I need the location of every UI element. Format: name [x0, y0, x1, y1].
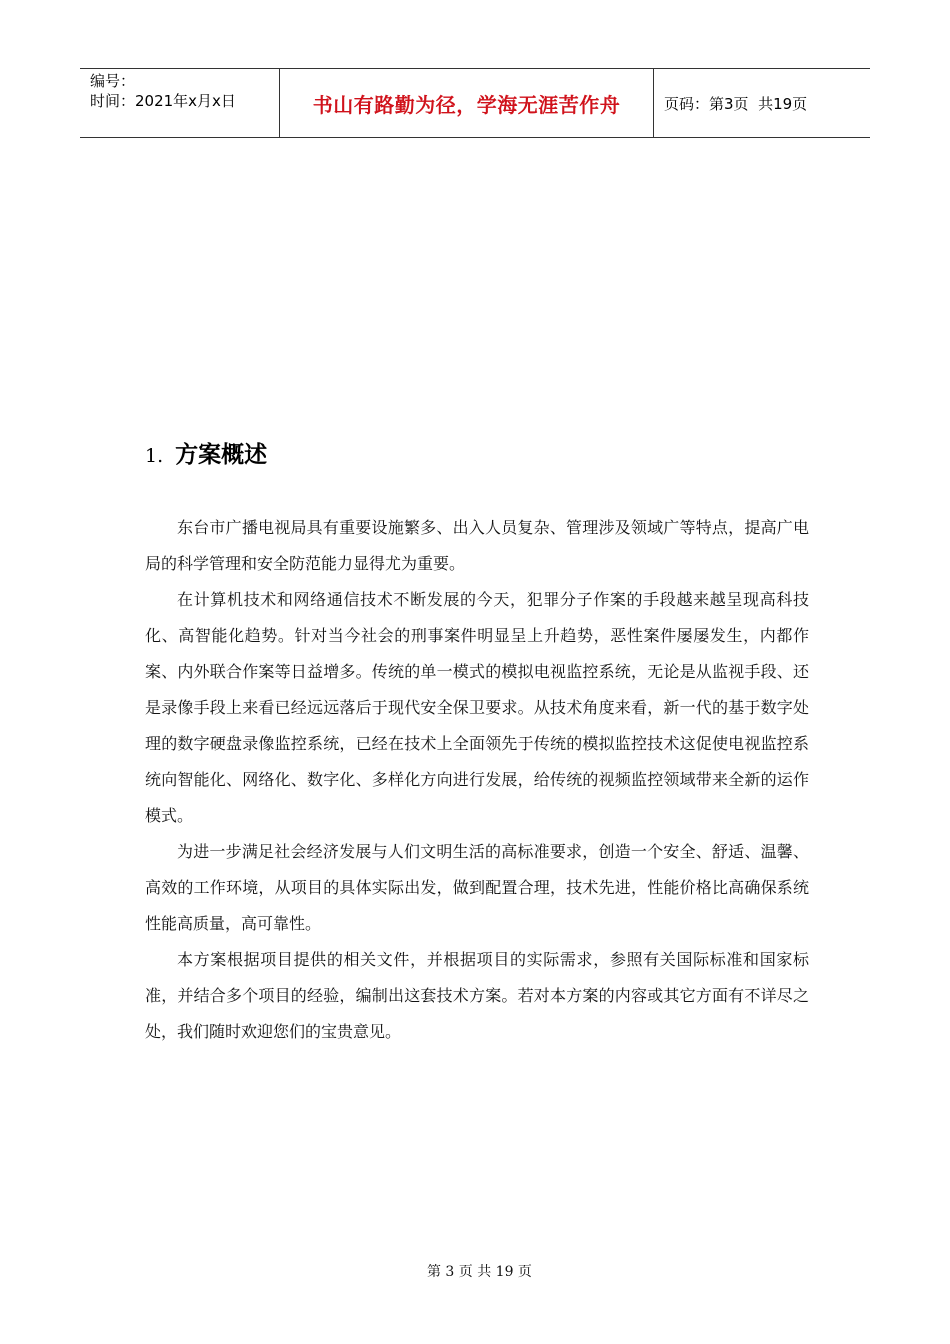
header-page-info: [654, 69, 870, 137]
section-heading: [145, 436, 267, 469]
motto-text: 书山有路勤为径，学海无涯苦作舟: [312, 92, 621, 117]
header-motto: [280, 69, 654, 137]
paragraph: 为进一步满足社会经济发展与人们文明生活的高标准要求，创造一个安全、舒适、温馨、高效的工作环境，从项目的具体实际出发，做到配置合理，技术先进，性能价格比高确保系统性能高质量，高可靠性。: [145, 842, 809, 933]
header-meta: [80, 69, 280, 137]
document-time-label: 时间：2021年x月x日: [90, 92, 236, 110]
paragraph: 本方案根据项目提供的相关文件，并根据项目的实际需求，参照有关国际标准和国家标准，并结合多个项目的经验，编制出这套技术方案。若对本方案的内容或其它方面有不详尽之处，我们随时欢迎您们的宝贵意见。: [145, 950, 809, 1041]
paragraph: 东台市广播电视局具有重要设施繁多、出入人员复杂、管理涉及领域广等特点，提高广电局的科学管理和安全防范能力显得尤为重要。: [145, 518, 809, 573]
section-number: 1.: [145, 445, 164, 467]
page-header: [80, 68, 870, 138]
section-title-text: 方案概述: [175, 442, 268, 468]
paragraph: 在计算机技术和网络通信技术不断发展的今天，犯罪分子作案的手段越来越呈现高科技化、高智能化趋势。针对当今社会的刑事案件明显呈上升趋势，恶性案件屡屡发生，内都作案、内外联合作案等日益增多。传统的单一模式的模拟电视监控系统，无论是从监视手段、还是录像手段上来看已经远远落后于现代安全保卫要求。从技术角度来看，新一代的基于数字处理的数字硬盘录像监控系统，已经在技术上全面领先于传统的模拟监控技术这促使电视监控系统向智能化、网络化、数字化、多样化方向进行发展，给传统的视频监控领域带来全新的运作模式。: [145, 590, 809, 825]
document-number-label: 编号：: [90, 72, 136, 90]
footer-page-number: 第 3 页 共 19 页: [426, 1264, 532, 1280]
page-footer: [0, 1245, 950, 1281]
page-info-text: 页码：第3页 共19页: [664, 94, 808, 113]
section-body: [145, 510, 809, 1050]
